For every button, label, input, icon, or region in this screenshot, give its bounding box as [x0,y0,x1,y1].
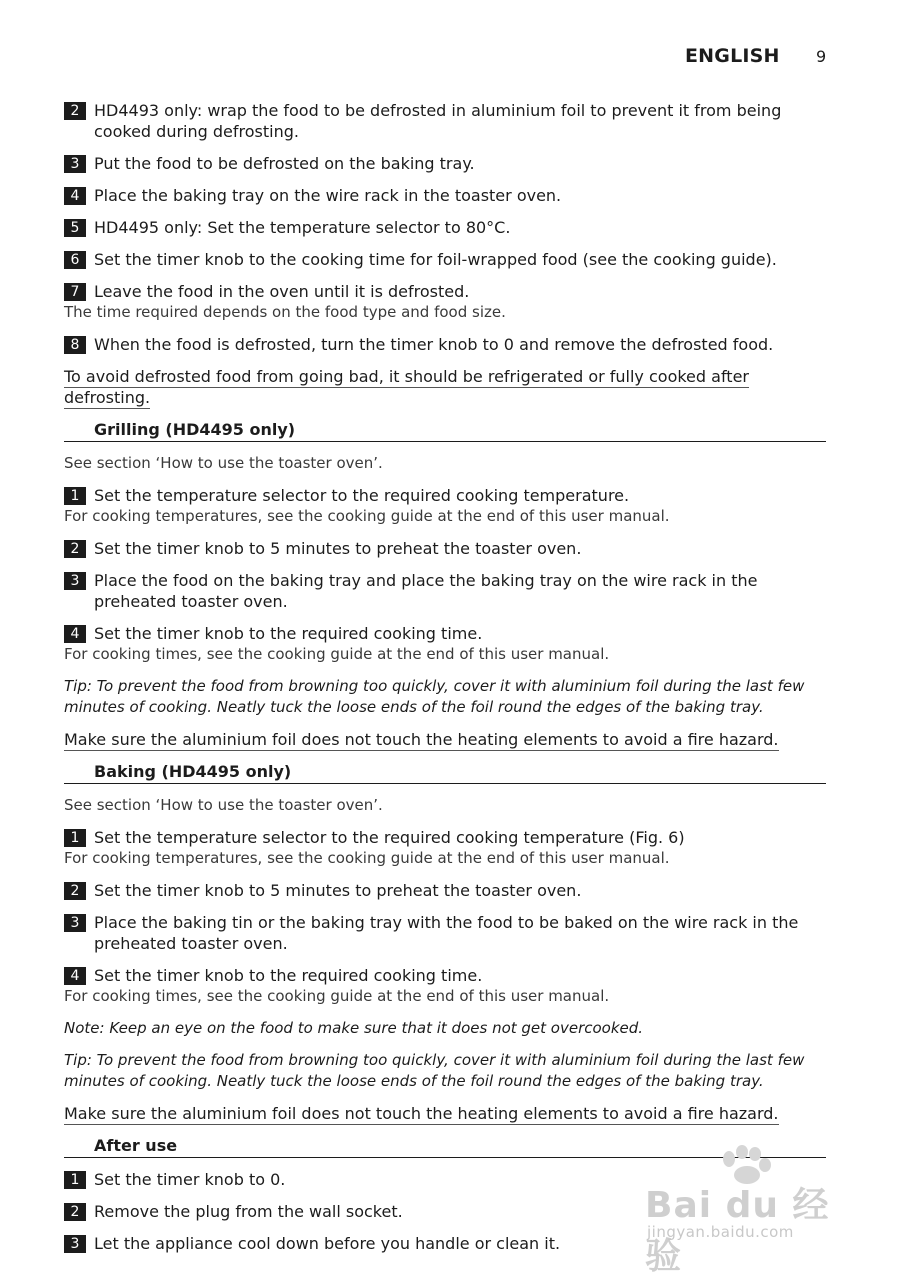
step-number: 5 [64,219,86,237]
step-text: Set the timer knob to the cooking time for foil-wrapped food (see the cooking guide). [94,250,777,269]
step-text: Set the timer knob to 5 minutes to preheat the toaster oven. [94,881,582,900]
step-text: Let the appliance cool down before you handle or clean it. [94,1234,561,1253]
header-language: ENGLISH [685,45,780,67]
step-text: Set the temperature selector to the required cooking temperature. [94,486,630,505]
step-number: 2 [64,102,86,120]
step-subtext: For cooking times, see the cooking guide at the end of this user manual. [64,645,610,663]
list-item [64,249,826,270]
list-item [64,281,826,323]
step-number: 2 [64,540,86,558]
see-section-text: See section ‘How to use the toaster oven’. [64,796,383,814]
baidu-watermark [645,1145,855,1277]
list-item [64,827,826,869]
step-text: Remove the plug from the wall socket. [94,1202,403,1221]
list-item [64,912,826,954]
tip-text: Tip: To prevent the food from browning too quickly, cover it with aluminium foil during the last few minutes of cooking. Neatly tuck the loose ends of the foil round the edges of the baking tray. [64,1051,805,1090]
section-heading-baking: Baking (HD4495 only) [64,761,826,784]
step-number: 4 [64,967,86,985]
section-heading-grilling: Grilling (HD4495 only) [64,419,826,442]
warning-text: Make sure the aluminium foil does not touch the heating elements to avoid a fire hazard. [64,1104,779,1123]
step-text: Place the baking tin or the baking tray with the food to be baked on the wire rack in the preheated toaster oven. [94,913,799,953]
step-text: Set the timer knob to the required cooking time. [94,624,483,643]
step-subtext: For cooking times, see the cooking guide at the end of this user manual. [64,987,610,1005]
step-number: 7 [64,283,86,301]
watermark-url: jingyan.baidu.com [647,1223,794,1241]
step-text: Set the timer knob to the required cooking time. [94,966,483,985]
step-subtext: For cooking temperatures, see the cooking guide at the end of this user manual. [64,849,670,867]
tip-text: Tip: To prevent the food from browning too quickly, cover it with aluminium foil during the last few minutes of cooking. Neatly tuck the loose ends of the foil round the edges of the baking tray. [64,677,805,716]
list-item [64,334,826,355]
list-item [64,623,826,665]
step-text: Set the timer knob to 5 minutes to preheat the toaster oven. [94,539,582,558]
step-subtext: The time required depends on the food type and food size. [64,303,506,321]
list-item [64,485,826,527]
step-text: Leave the food in the oven until it is defrosted. [94,282,470,301]
list-item [64,965,826,1007]
list-item [64,217,826,238]
section-heading-after-use: After use [64,1135,826,1158]
step-text: Put the food to be defrosted on the baking tray. [94,154,475,173]
warning-text: Make sure the aluminium foil does not touch the heating elements to avoid a fire hazard. [64,730,779,749]
list-item [64,185,826,206]
step-number: 4 [64,187,86,205]
step-text: Place the baking tray on the wire rack in the toaster oven. [94,186,562,205]
step-number: 2 [64,1203,86,1221]
step-number: 3 [64,914,86,932]
step-text: Set the timer knob to 0. [94,1170,286,1189]
step-text: HD4493 only: wrap the food to be defrosted in aluminium foil to prevent it from being cooked during defrosting. [94,101,782,141]
step-text: Set the temperature selector to the required cooking temperature (Fig. 6) [94,828,685,847]
note-text: Note: Keep an eye on the food to make sure that it does not get overcooked. [64,1019,644,1037]
watermark-brand: Bai du 经验 [645,1185,830,1277]
list-item [64,570,826,612]
step-number: 1 [64,1171,86,1189]
step-number: 4 [64,625,86,643]
list-item [64,538,826,559]
see-section-text: See section ‘How to use the toaster oven’. [64,454,383,472]
list-item [64,100,826,142]
list-item [64,153,826,174]
step-number: 1 [64,487,86,505]
page-number: 9 [816,47,827,66]
list-item [64,880,826,901]
step-number: 3 [64,1235,86,1253]
step-number: 8 [64,336,86,354]
step-number: 2 [64,882,86,900]
step-number: 3 [64,572,86,590]
step-text: HD4495 only: Set the temperature selector to 80°C. [94,218,511,237]
step-number: 3 [64,155,86,173]
step-subtext: For cooking temperatures, see the cooking guide at the end of this user manual. [64,507,670,525]
step-number: 6 [64,251,86,269]
step-text: Place the food on the baking tray and place the baking tray on the wire rack in the preheated toaster oven. [94,571,758,611]
step-number: 1 [64,829,86,847]
step-text: When the food is defrosted, turn the timer knob to 0 and remove the defrosted food. [94,335,774,354]
manual-content [64,100,826,1265]
warning-text: To avoid defrosted food from going bad, it should be refrigerated or fully cooked after defrosting. [64,367,749,407]
